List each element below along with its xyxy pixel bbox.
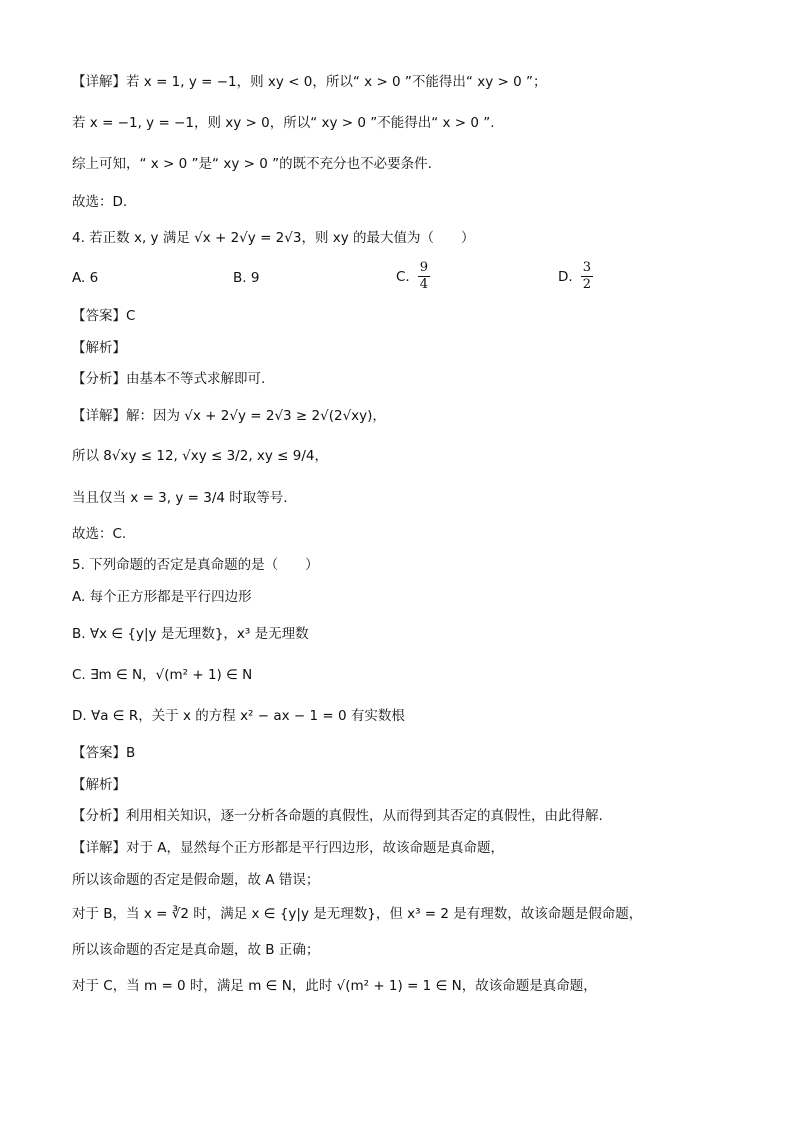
question-5-option-d: D. ∀a ∈ R，关于 x 的方程 x² − ax − 1 = 0 有实数根 xyxy=(72,708,405,724)
option-c-fraction xyxy=(418,260,430,293)
option-c-denominator: 4 xyxy=(419,277,428,292)
text-line-11: 当且仅当 x = 3, y = 3/4 时取等号. xyxy=(72,490,288,506)
option-d xyxy=(558,260,593,293)
option-c xyxy=(396,260,430,293)
text-line-3: 综上可知，“ x > 0 ”是“ xy > 0 ”的既不充分也不必要条件. xyxy=(72,156,432,172)
question-4-options xyxy=(72,260,752,300)
text-line-8: 【分析】由基本不等式求解即可. xyxy=(72,371,266,387)
answer-label-4: 【答案】C xyxy=(72,308,136,324)
option-b: B. 9 xyxy=(233,270,260,286)
question-5-option-c: C. ∃m ∈ N，√(m² + 1) ∈ N xyxy=(72,667,253,683)
option-d-numerator: 3 xyxy=(582,260,591,275)
text-line-25: 对于 C，当 m = 0 时，满足 m ∈ N，此时 √(m² + 1) = 1 ∈ N，故该命题是真命题， xyxy=(72,978,597,994)
text-line-20: 【分析】利用相关知识，逐一分析各命题的真假性，从而得到其否定的真假性，由此得解. xyxy=(72,808,603,824)
text-line-21: 【详解】对于 A，显然每个正方形都是平行四边形，故该命题是真命题， xyxy=(72,840,505,856)
analysis-label-4: 【解析】 xyxy=(72,340,126,356)
answer-label-5: 【答案】B xyxy=(72,745,136,761)
option-d-denominator: 2 xyxy=(582,277,591,292)
text-line-24: 所以该命题的否定是真命题，故 B 正确； xyxy=(72,942,320,958)
question-5-stem: 5. 下列命题的否定是真命题的是（ ） xyxy=(72,557,319,573)
text-line-2: 若 x = −1, y = −1，则 xy > 0，所以“ xy > 0 ”不能得出“ x > 0 ”. xyxy=(72,115,495,131)
text-line-1: 【详解】若 x = 1, y = −1，则 xy < 0，所以“ x > 0 ”不能得出“ xy > 0 ”； xyxy=(72,74,547,90)
question-4-stem: 4. 若正数 x, y 满足 √x + 2√y = 2√3，则 xy 的最大值为（ ） xyxy=(72,230,475,246)
text-line-4: 故选：D. xyxy=(72,194,128,210)
text-line-12: 故选：C. xyxy=(72,526,127,542)
question-5-option-a: A. 每个正方形都是平行四边形 xyxy=(72,589,252,605)
text-line-9: 【详解】解：因为 √x + 2√y = 2√3 ≥ 2√(2√xy)， xyxy=(72,408,386,424)
option-c-label: C. xyxy=(396,268,410,285)
option-c-numerator: 9 xyxy=(419,260,428,275)
option-a: A. 6 xyxy=(72,270,99,286)
option-d-label: D. xyxy=(558,268,573,285)
question-5-option-b: B. ∀x ∈ {y|y 是无理数}，x³ 是无理数 xyxy=(72,626,309,642)
option-d-fraction xyxy=(581,260,593,293)
text-line-23: 对于 B，当 x = ∛2 时，满足 x ∈ {y|y 是无理数}，但 x³ = 2 是有理数，故该命题是假命题， xyxy=(72,906,643,922)
analysis-label-5: 【解析】 xyxy=(72,777,126,793)
text-line-22: 所以该命题的否定是假命题，故 A 错误； xyxy=(72,872,320,888)
text-line-10: 所以 8√xy ≤ 12, √xy ≤ 3/2, xy ≤ 9/4， xyxy=(72,448,328,464)
